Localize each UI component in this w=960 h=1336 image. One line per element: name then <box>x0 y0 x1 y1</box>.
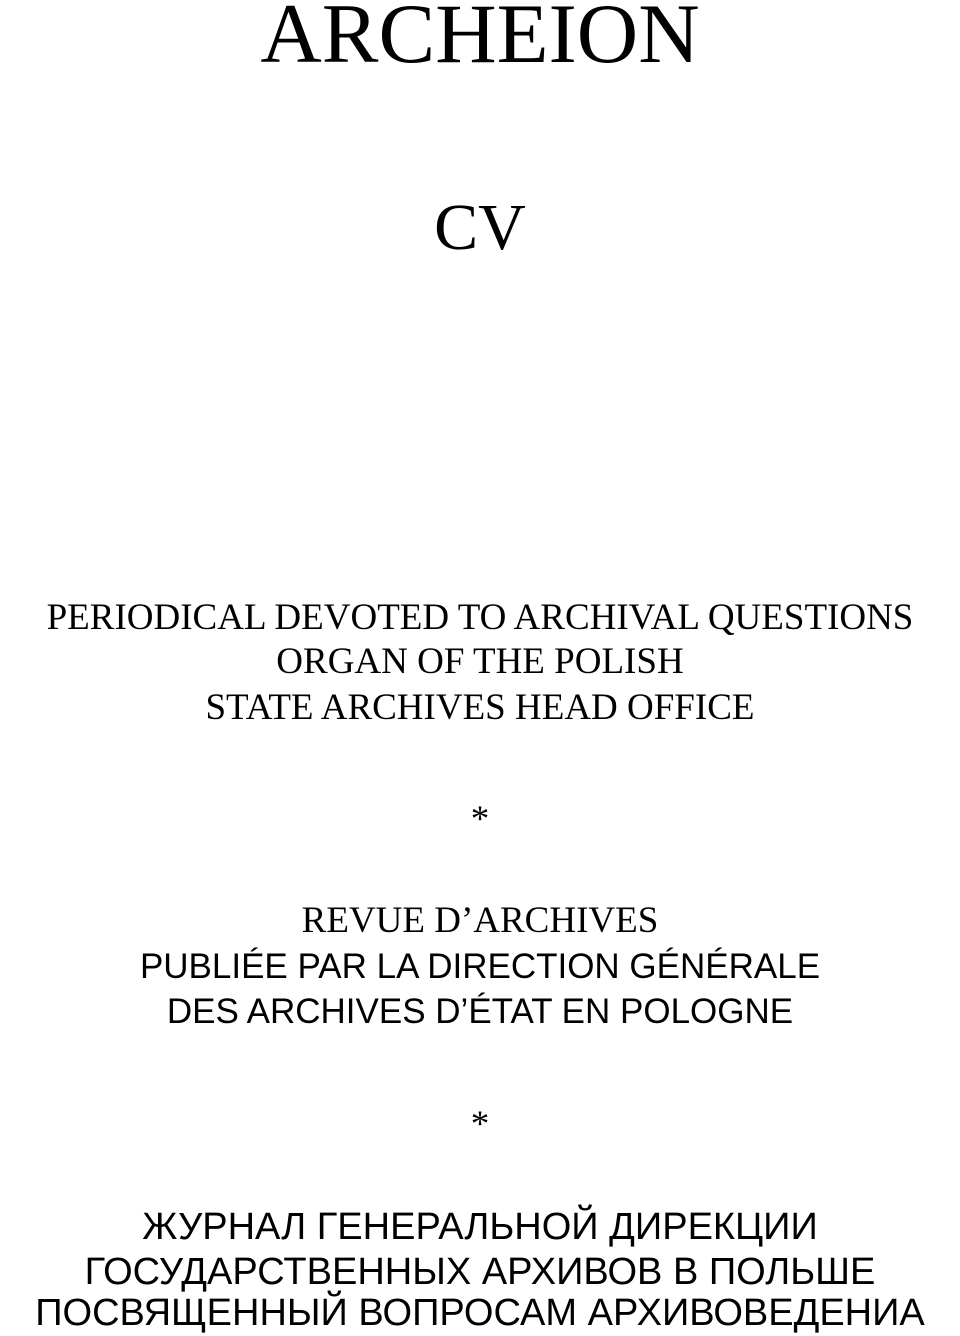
french-line-2: PUBLIÉE PAR LA DIRECTION GÉNÉRALE <box>139 947 821 986</box>
volume-number: CV <box>434 191 526 264</box>
french-line-1: REVUE D’ARCHIVES <box>301 900 659 941</box>
separator-asterisk: * <box>470 1104 490 1145</box>
english-line-1: PERIODICAL DEVOTED TO ARCHIVAL QUESTIONS <box>46 597 914 638</box>
russian-line-3: ПОСВЯЩЕННЫЙ ВОПРОСАМ АРХИВОВЕДЕНИА <box>35 1292 925 1334</box>
french-line-3: DES ARCHIVES D’ÉTAT EN POLOGNE <box>166 992 794 1031</box>
russian-line-1: ЖУРНАЛ ГЕНЕРАЛЬНОЙ ДИРЕКЦИИ <box>142 1206 818 1248</box>
journal-title: ARCHEION <box>260 0 700 81</box>
separator-asterisk: * <box>470 799 490 840</box>
english-line-2: ORGAN OF THE POLISH <box>276 641 684 682</box>
english-line-3: STATE ARCHIVES HEAD OFFICE <box>205 687 755 728</box>
russian-line-2: ГОСУДАРСТВЕННЫХ АРХИВОВ В ПОЛЬШЕ <box>84 1251 876 1293</box>
